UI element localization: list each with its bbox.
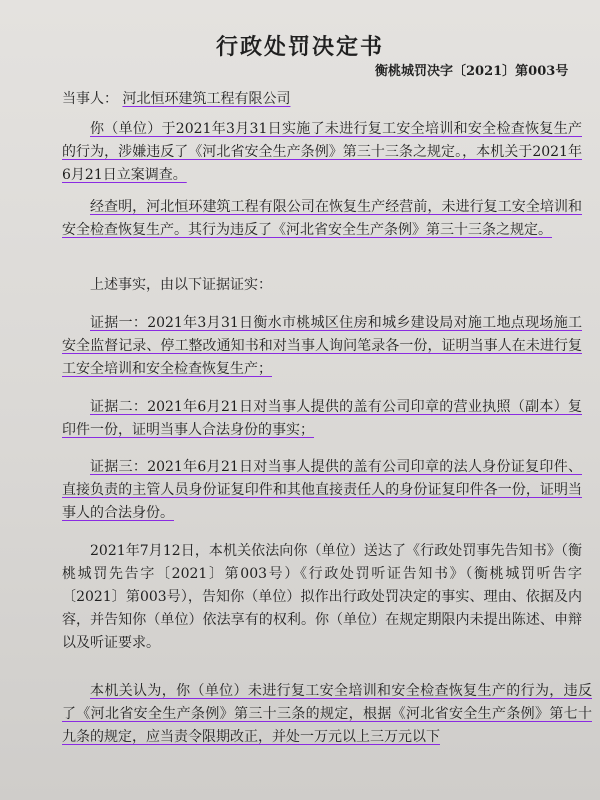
paragraph-notification: 2021年7月12日，本机关依法向你（单位）送达了《行政处罚事先告知书》（衡桃城罚先告字〔2021〕第003号）《行政处罚听证告知书》（衡桃城罚听告字〔2021〕第003号），告知你（单位）拟作出行政处罚决定的事实、理由、依据及内容，并告知你（单位）依法享有的权利。你（单位）在规定期限内未提出陈述、申辩以及听证要求。 [62, 543, 582, 651]
party-name: 河北恒环建筑工程有限公司 [122, 91, 291, 107]
paragraph-evidence-intro: 上述事实，由以下证据证实： [90, 277, 272, 293]
document-title: 行政处罚决定书 [215, 34, 384, 60]
paragraph-decision: 本机关认为，你（单位）未进行复工安全培训和安全检查恢复生产的行为，违反了《河北省安全生产条例》第三十三条的规定，根据《河北省安全生产条例》第七十九条的规定，应当责令限期改正，并处一万元以上三万元以下 [62, 683, 592, 745]
party-line [62, 88, 290, 108]
paragraph-findings: 经查明，河北恒环建筑工程有限公司在恢复生产经营前，未进行复工安全培训和安全检查恢复生产。其行为违反了《河北省安全生产条例》第三十三条之规定。 [62, 199, 582, 238]
paragraph-evidence-3: 证据三：2021年6月21日对当事人提供的盖有公司印章的法人身份证复印件、直接负责的主管人员身份证复印件和其他直接责任人的身份证复印件各一份，证明当事人的合法身份。 [62, 459, 582, 521]
paragraph-evidence-2: 证据二：2021年6月21日对当事人提供的盖有公司印章的营业执照（副本）复印件一份，证明当事人合法身份的事实； [62, 399, 582, 438]
paragraph-violation: 你（单位）于2021年3月31日实施了未进行复工安全培训和安全检查恢复生产的行为，涉嫌违反了《河北省安全生产条例》第三十三条之规定。，本机关于2021年6月21日立案调查。 [62, 121, 582, 183]
party-label: 当事人： [62, 91, 118, 107]
document-number: 衡桃城罚决字〔2021〕第003号 [375, 64, 569, 79]
paragraph-evidence-1: 证据一：2021年3月31日衡水市桃城区住房和城乡建设局对施工地点现场施工安全监督记录、停工整改通知书和对当事人询问笔录各一份，证明当事人在未进行复工安全培训和安全检查恢复生产； [62, 315, 582, 377]
